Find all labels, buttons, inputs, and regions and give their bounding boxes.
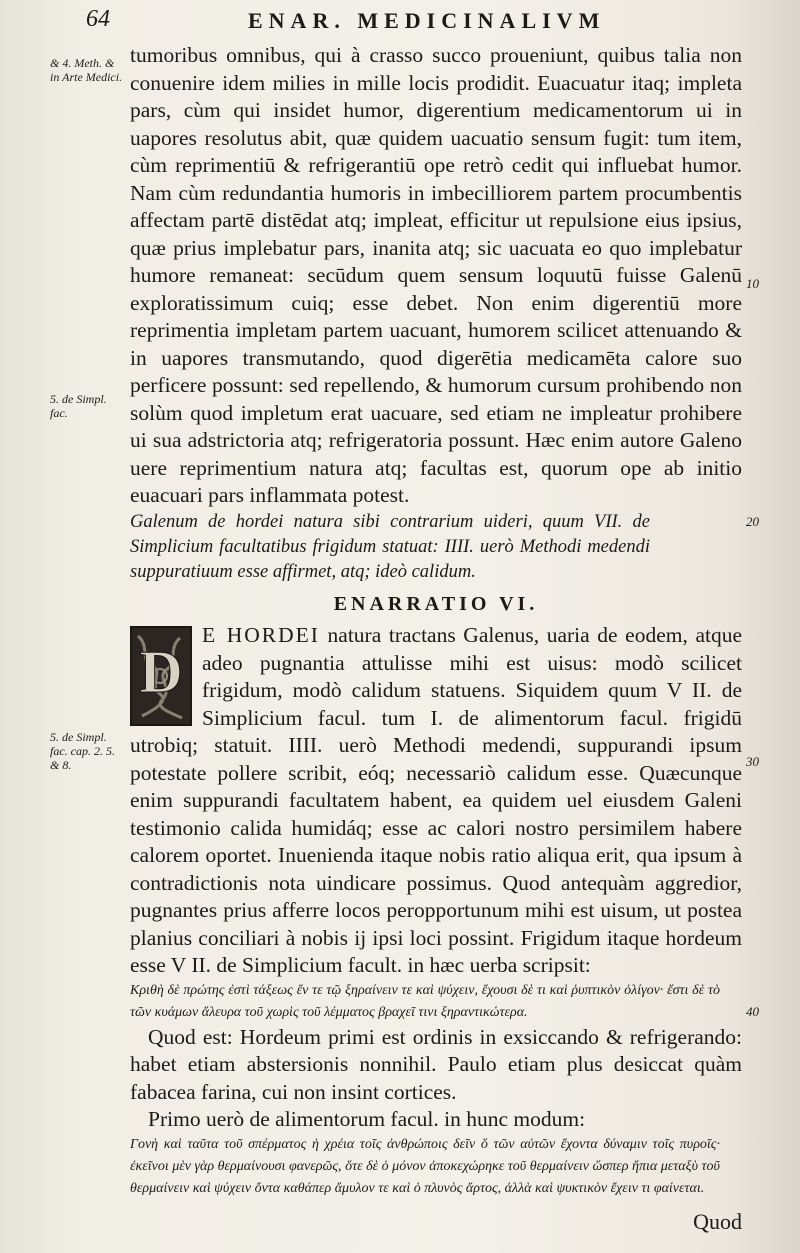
- line-number: 10: [746, 276, 759, 291]
- line-number: 40: [746, 1004, 759, 1019]
- dropcap-initial: [130, 626, 192, 726]
- section-title: ENARRATIO VI.: [333, 592, 539, 615]
- catchword: Quod: [693, 1208, 742, 1234]
- line-number: 20: [746, 514, 759, 529]
- page-header: [0, 6, 800, 42]
- greek-quotation: Κριθὴ δὲ πρώτης ἐστὶ τάξεως ἔν τε τῷ ξηραίνειν τε καὶ ψύχειν, ἔχουσι δὲ τι καὶ ῥυπτικὸν ὀλίγον· ἔστι δὲ τὸ τῶν κυάμων ἄλευρα τοῦ χωρὶς τοῦ λέμματος βραχεῖ τινι ξηραντικώτερα.: [130, 982, 720, 1020]
- paragraph: tumoribus omnibus, qui à crasso succo proueniunt, quibus talia non conuenire idem milies in mille locis prodidit. Euacuatur itaq; impleta pars, cùm qui insidet humor, digerentium medicamentorum ui in uapores resolutus abit, quæ quidem uacuatio sensum fugit: tum item, cùm reprimentiū & refrigerantiū ope retrò cedit qui influebat humor. Nam cùm redundantia humoris in imbecilliorem partem procumbentis affectam partē distēdat atq; impleat, efficitur ut repulsione eius ipsius, quæ prius implebatur pars, inanita atq; sic uacuata eo quo implebatur humore remaneat: secūdum quem sensum loquutū fuisse Galenū exploratissimum cuiq; esse debet. Non enim digerentiū more reprimentia impletam partem uacuant, humorem scilicet attenuando & in uapores transmutando, quod digerētia medicamēta calore suo perficere possunt: sed repellendo, & humorum cursum prohibendo non solùm quod impletum erat uacuare, sed etiam ne impleatur prohibere ui sua adstrictoria atq; refrigeratoria possunt. Hæc enim autore Galeno uere reprimentium natura atq; facultas est, quorum ope ab initio euacuari pars inflammata potest.: [130, 43, 742, 507]
- paragraph: Primo uerò de alimentorum facul. in hunc modum:: [148, 1107, 586, 1131]
- section-summary: Galenum de hordei natura sibi contrarium uideri, quum VII. de Simplicium facultatibus frigidum statuat: IIII. uerò Methodi medendi suppuratiuum esse affirmet, atq; ideò calidum.: [130, 511, 650, 582]
- running-head: ENAR. MEDICINALIVM: [248, 8, 606, 33]
- ornamental-initial-icon: [130, 626, 192, 726]
- page-number: 64: [86, 6, 110, 32]
- paragraph: natura tractans Galenus, uaria de eodem, atque adeo pugnantia attulisse mihi est uisus: modò scilicet frigidum, modò calidum statuens. Siquidem quum V II. de Simplicium facul. tum I. de alimentorum facul. frigidū utrobiq; statuit. IIII. uerò Methodi medendi, suppurandi ipsum potestate pollere scribit, eóq; necessariò calidum esse. Quæcunque enim suppurandi facultatem habent, ea quidem uel eiusdem Galeni testimonio calida humidáq; esse ac calori nostro persimilem habere calorem oportet. Inuenienda itaque nobis ratio aliqua erit, qua ipsum à contradictionis nota uindicare possimus. Quod antequàm aggredior, pugnantes prius afferre locos peropportunum mihi est uisum, ut postea planius conciliari à nobis ij ipsi loci possint. Frigidum itaque hordeum esse V II. de Simplicium facult. in hæc uerba scripsit:: [130, 623, 742, 977]
- margin-note: 5. de Simpl. fac.: [50, 392, 107, 420]
- main-text: [130, 42, 742, 1235]
- line-number: 30: [746, 754, 759, 769]
- greek-quotation: Γονὴ καὶ ταῦτα τοῦ σπέρματος ἡ χρέια τοῖς ἀνθρώποις δεῖν ὅ τῶν αὐτῶν ἔχοντα δύναμιν τοῖς πυροῖς· ἐκεῖνοι μὲν γὰρ θερμαίνουσι φανερῶς, ὅτε δὲ ὁ μόνον ἀποκεχώρηκε τοῦ θερμαίνειν ὥσπερ ἤπια μεταξὺ τοῦ θερμαίνειν καὶ ψύχειν ὄντα καθάπερ ἄμυλον τε καὶ ὁ πλυνὸς ἄρτος, ἀλλὰ καὶ ψυκτικὸν ἔχειν τι φαίνεται.: [130, 1136, 720, 1196]
- margin-note: 5. de Simpl. fac. cap. 2. 5. & 8.: [50, 730, 115, 772]
- paragraph: Quod est: Hordeum primi est ordinis in exsiccando & refrigerando: habet etiam abstersionis nonnihil. Paulo etiam plus desiccat quàm fabacea farina, cui non insint cortices.: [130, 1024, 742, 1104]
- margin-note: & 4. Meth. & in Arte Medici.: [50, 56, 123, 84]
- section-lead-words: E HORDEI: [202, 623, 320, 647]
- svg-text:D: D: [139, 639, 183, 705]
